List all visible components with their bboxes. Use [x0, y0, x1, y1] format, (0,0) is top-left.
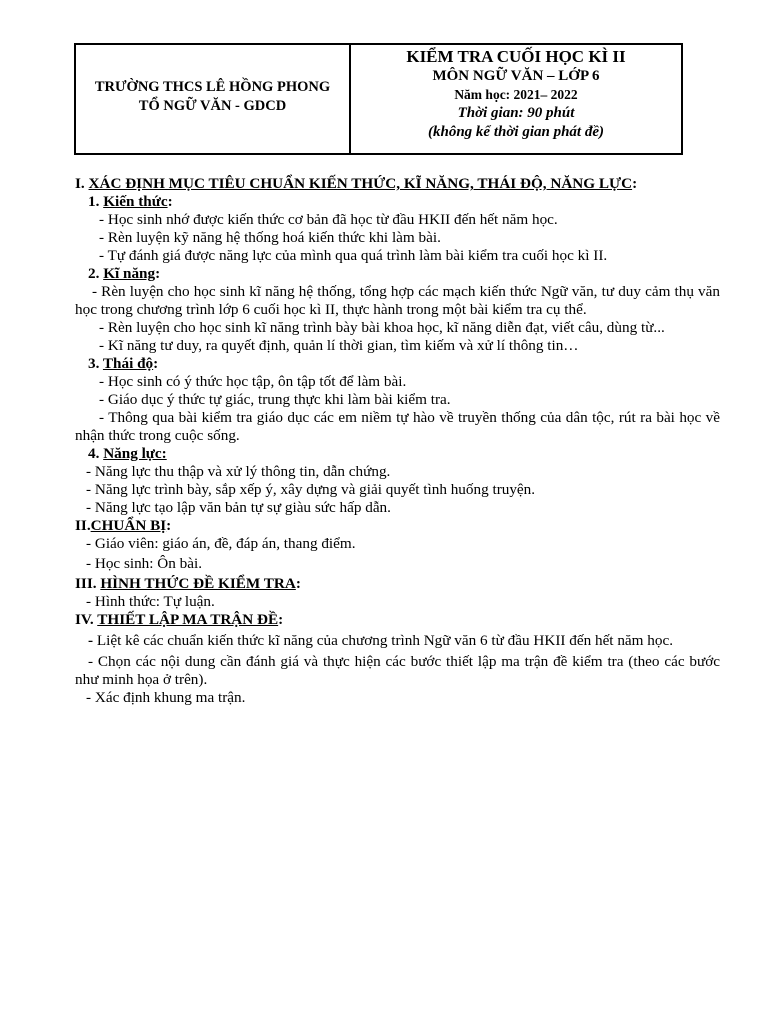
- section-3-colon: :: [295, 575, 301, 592]
- school-info: [76, 45, 351, 153]
- matrix-item: - Xác định khung ma trận.: [86, 689, 246, 706]
- skills-heading: [75, 265, 720, 283]
- section-4-colon: :: [278, 611, 284, 628]
- section-4-title: THIẾT LẬP MA TRẬN ĐỀ: [97, 611, 279, 628]
- knowledge-number: 1.: [88, 193, 104, 210]
- section-2-heading: [75, 517, 720, 535]
- section-1-heading: [75, 175, 720, 193]
- attitude-heading: [75, 355, 720, 373]
- document-body: [75, 175, 720, 707]
- skills-title: Kĩ năng: [103, 265, 156, 282]
- knowledge-item: - Học sinh nhớ được kiến thức cơ bản đã học từ đầu HKII đến hết năm học.: [99, 211, 558, 228]
- knowledge-title: Kiến thức: [103, 193, 168, 210]
- school-year: Năm học: 2021– 2022: [454, 87, 578, 102]
- skills-item: - Rèn luyện cho học sinh kĩ năng hệ thống, tổng hợp các mạch kiến thức Ngữ văn, tư duy cảm thụ văn học trong chương trình lớp 6 cuối học kì II, thực hành trong một bài kiểm tra cụ thể.: [75, 283, 720, 318]
- competence-item: - Năng lực tạo lập văn bản tự sự giàu sức hấp dẫn.: [86, 499, 391, 516]
- attitude-title: Thái độ: [102, 355, 154, 372]
- knowledge-item: - Rèn luyện kỹ năng hệ thống hoá kiến thức khi làm bài.: [99, 229, 441, 246]
- preparation-item: - Giáo viên: giáo án, đề, đáp án, thang điểm.: [86, 535, 356, 552]
- format-item: - Hình thức: Tự luận.: [86, 593, 215, 610]
- section-1-title: XÁC ĐỊNH MỤC TIÊU CHUẨN KIẾN THỨC, KĨ NĂNG, THÁI ĐỘ, NĂNG LỰC: [88, 175, 633, 192]
- knowledge-item: - Tự đánh giá được năng lực của mình qua quá trình làm bài kiểm tra cuối học kì II.: [99, 247, 608, 264]
- competence-heading: [75, 445, 720, 463]
- skills-colon: :: [155, 265, 161, 282]
- exam-header-box: [74, 43, 683, 155]
- section-1-colon: :: [632, 175, 638, 192]
- section-3-number: III.: [75, 575, 101, 592]
- knowledge-colon: :: [167, 193, 173, 210]
- section-2-number: II.: [75, 517, 91, 534]
- attitude-item: - Giáo dục ý thức tự giác, trung thực khi làm bài kiểm tra.: [99, 391, 451, 408]
- skills-item: - Kĩ năng tư duy, ra quyết định, quản lí thời gian, tìm kiếm và xử lí thông tin…: [99, 337, 579, 354]
- competence-title: Năng lực:: [103, 445, 167, 462]
- attitude-colon: :: [153, 355, 159, 372]
- matrix-item: - Chọn các nội dung cần đánh giá và thực hiện các bước thiết lập ma trận đề kiểm tra (theo các bước như minh họa ở trên).: [75, 653, 720, 688]
- section-4-heading: [75, 611, 720, 629]
- matrix-item: [75, 632, 720, 650]
- section-4-number: IV.: [75, 611, 98, 628]
- skills-number: 2.: [88, 265, 104, 282]
- duration-note: (không kể thời gian phát đề): [428, 124, 604, 140]
- section-3-heading: [75, 575, 720, 593]
- exam-info: [351, 45, 681, 153]
- attitude-item: - Thông qua bài kiểm tra giáo dục các em niềm tự hào về truyền thống của dân tộc, rút ra bài học về nhận thức trong cuộc sống.: [75, 409, 720, 444]
- competence-number: 4.: [88, 445, 104, 462]
- department-name: TỔ NGỮ VĂN - GDCD: [138, 98, 287, 114]
- section-2-colon: :: [166, 517, 172, 534]
- exam-title: KIỂM TRA CUỐI HỌC KÌ II: [406, 47, 626, 66]
- attitude-item: - Học sinh có ý thức học tập, ôn tập tốt để làm bài.: [99, 373, 407, 390]
- school-name: TRƯỜNG THCS LÊ HỒNG PHONG: [94, 79, 331, 95]
- exam-duration: Thời gian: 90 phút: [457, 105, 575, 121]
- attitude-number: 3.: [88, 355, 103, 372]
- section-3-title: HÌNH THỨC ĐỀ KIỂM TRA: [100, 575, 296, 592]
- skills-item: - Rèn luyện cho học sinh kĩ năng trình bày bài khoa học, kĩ năng diễn đạt, viết câu, dùng từ...: [99, 319, 665, 336]
- section-1-number: I.: [75, 175, 89, 192]
- matrix-item-text: Liệt kê các chuẩn kiến thức kĩ năng của chương trình Ngữ văn 6 từ đầu HKII đến hết năm học.: [96, 632, 673, 649]
- competence-item: - Năng lực thu thập và xử lý thông tin, dẫn chứng.: [86, 463, 391, 480]
- competence-item: - Năng lực trình bày, sắp xếp ý, xây dựng và giải quyết tình huống truyện.: [86, 481, 536, 498]
- matrix-item-dash: -: [88, 632, 97, 649]
- knowledge-heading: [75, 193, 720, 211]
- exam-subject: MÔN NGỮ VĂN – LỚP 6: [432, 68, 600, 84]
- preparation-item: - Học sinh: Ôn bài.: [86, 555, 202, 572]
- section-2-title: CHUẨN BỊ: [90, 517, 167, 534]
